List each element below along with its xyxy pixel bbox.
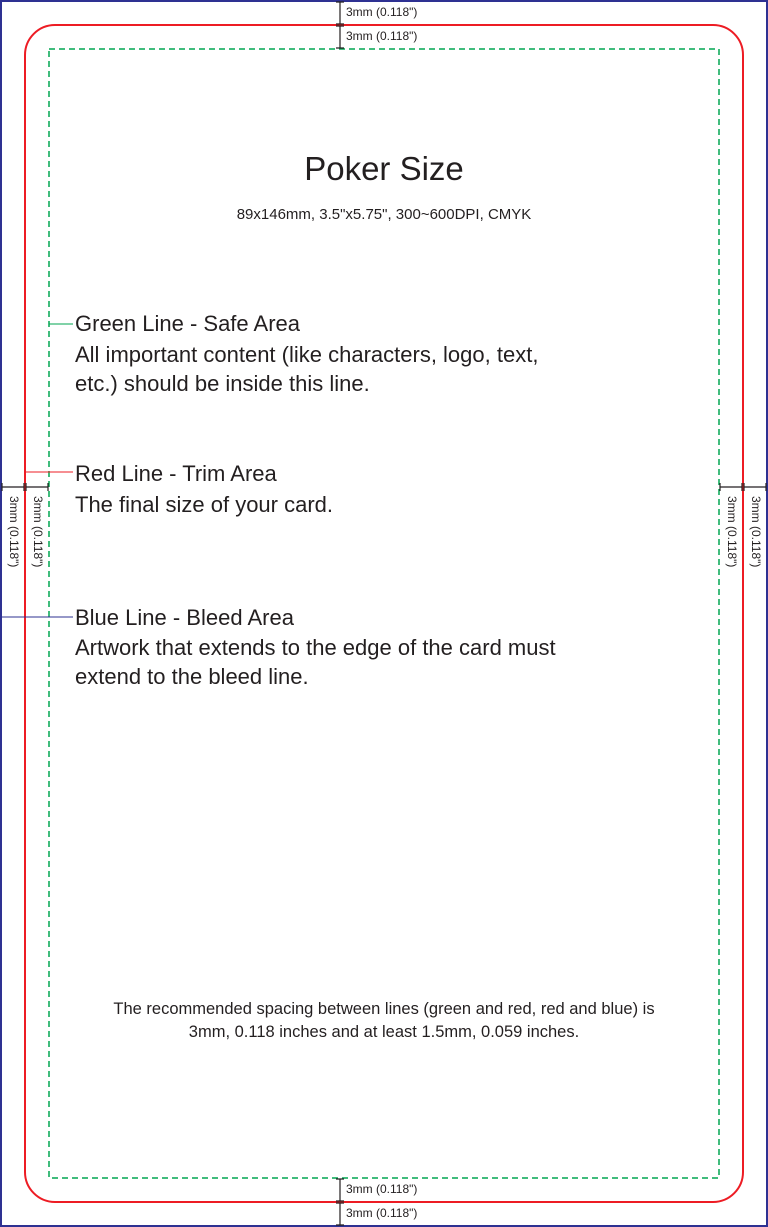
bleed-area-heading: Blue Line - Bleed Area (75, 605, 294, 630)
trim-area-description: The final size of your card. (75, 492, 334, 517)
page-subtitle: 89x146mm, 3.5"x5.75", 300~600DPI, CMYK (236, 206, 532, 223)
dimension-label-top-safe: 3mm (0.118") (346, 29, 418, 43)
safe-area-heading: Green Line - Safe Area (75, 311, 301, 336)
trim-area-heading: Red Line - Trim Area (75, 461, 277, 486)
bleed-area-description: Artwork that extends to the edge of the card must extend to the bleed line. (75, 635, 556, 689)
dimension-label-bottom-bleed: 3mm (0.118") (346, 1206, 418, 1220)
dimension-label-right-bleed: 3mm (0.118") (749, 496, 763, 568)
dimension-label-right-safe: 3mm (0.118") (725, 496, 739, 568)
safe-area-description: All important content (like characters, logo, text, etc.) should be inside this line. (75, 342, 539, 396)
dimension-label-left-bleed: 3mm (0.118") (7, 496, 21, 568)
spacing-note: The recommended spacing between lines (green and red, red and blue) is 3mm, 0.118 inches and at least 1.5mm, 0.059 inches. (113, 1000, 655, 1041)
dimension-label-top-bleed: 3mm (0.118") (346, 5, 418, 19)
dimension-label-bottom-safe: 3mm (0.118") (346, 1182, 418, 1196)
dimension-label-left-safe: 3mm (0.118") (31, 496, 45, 568)
page-title: Poker Size (304, 150, 464, 187)
